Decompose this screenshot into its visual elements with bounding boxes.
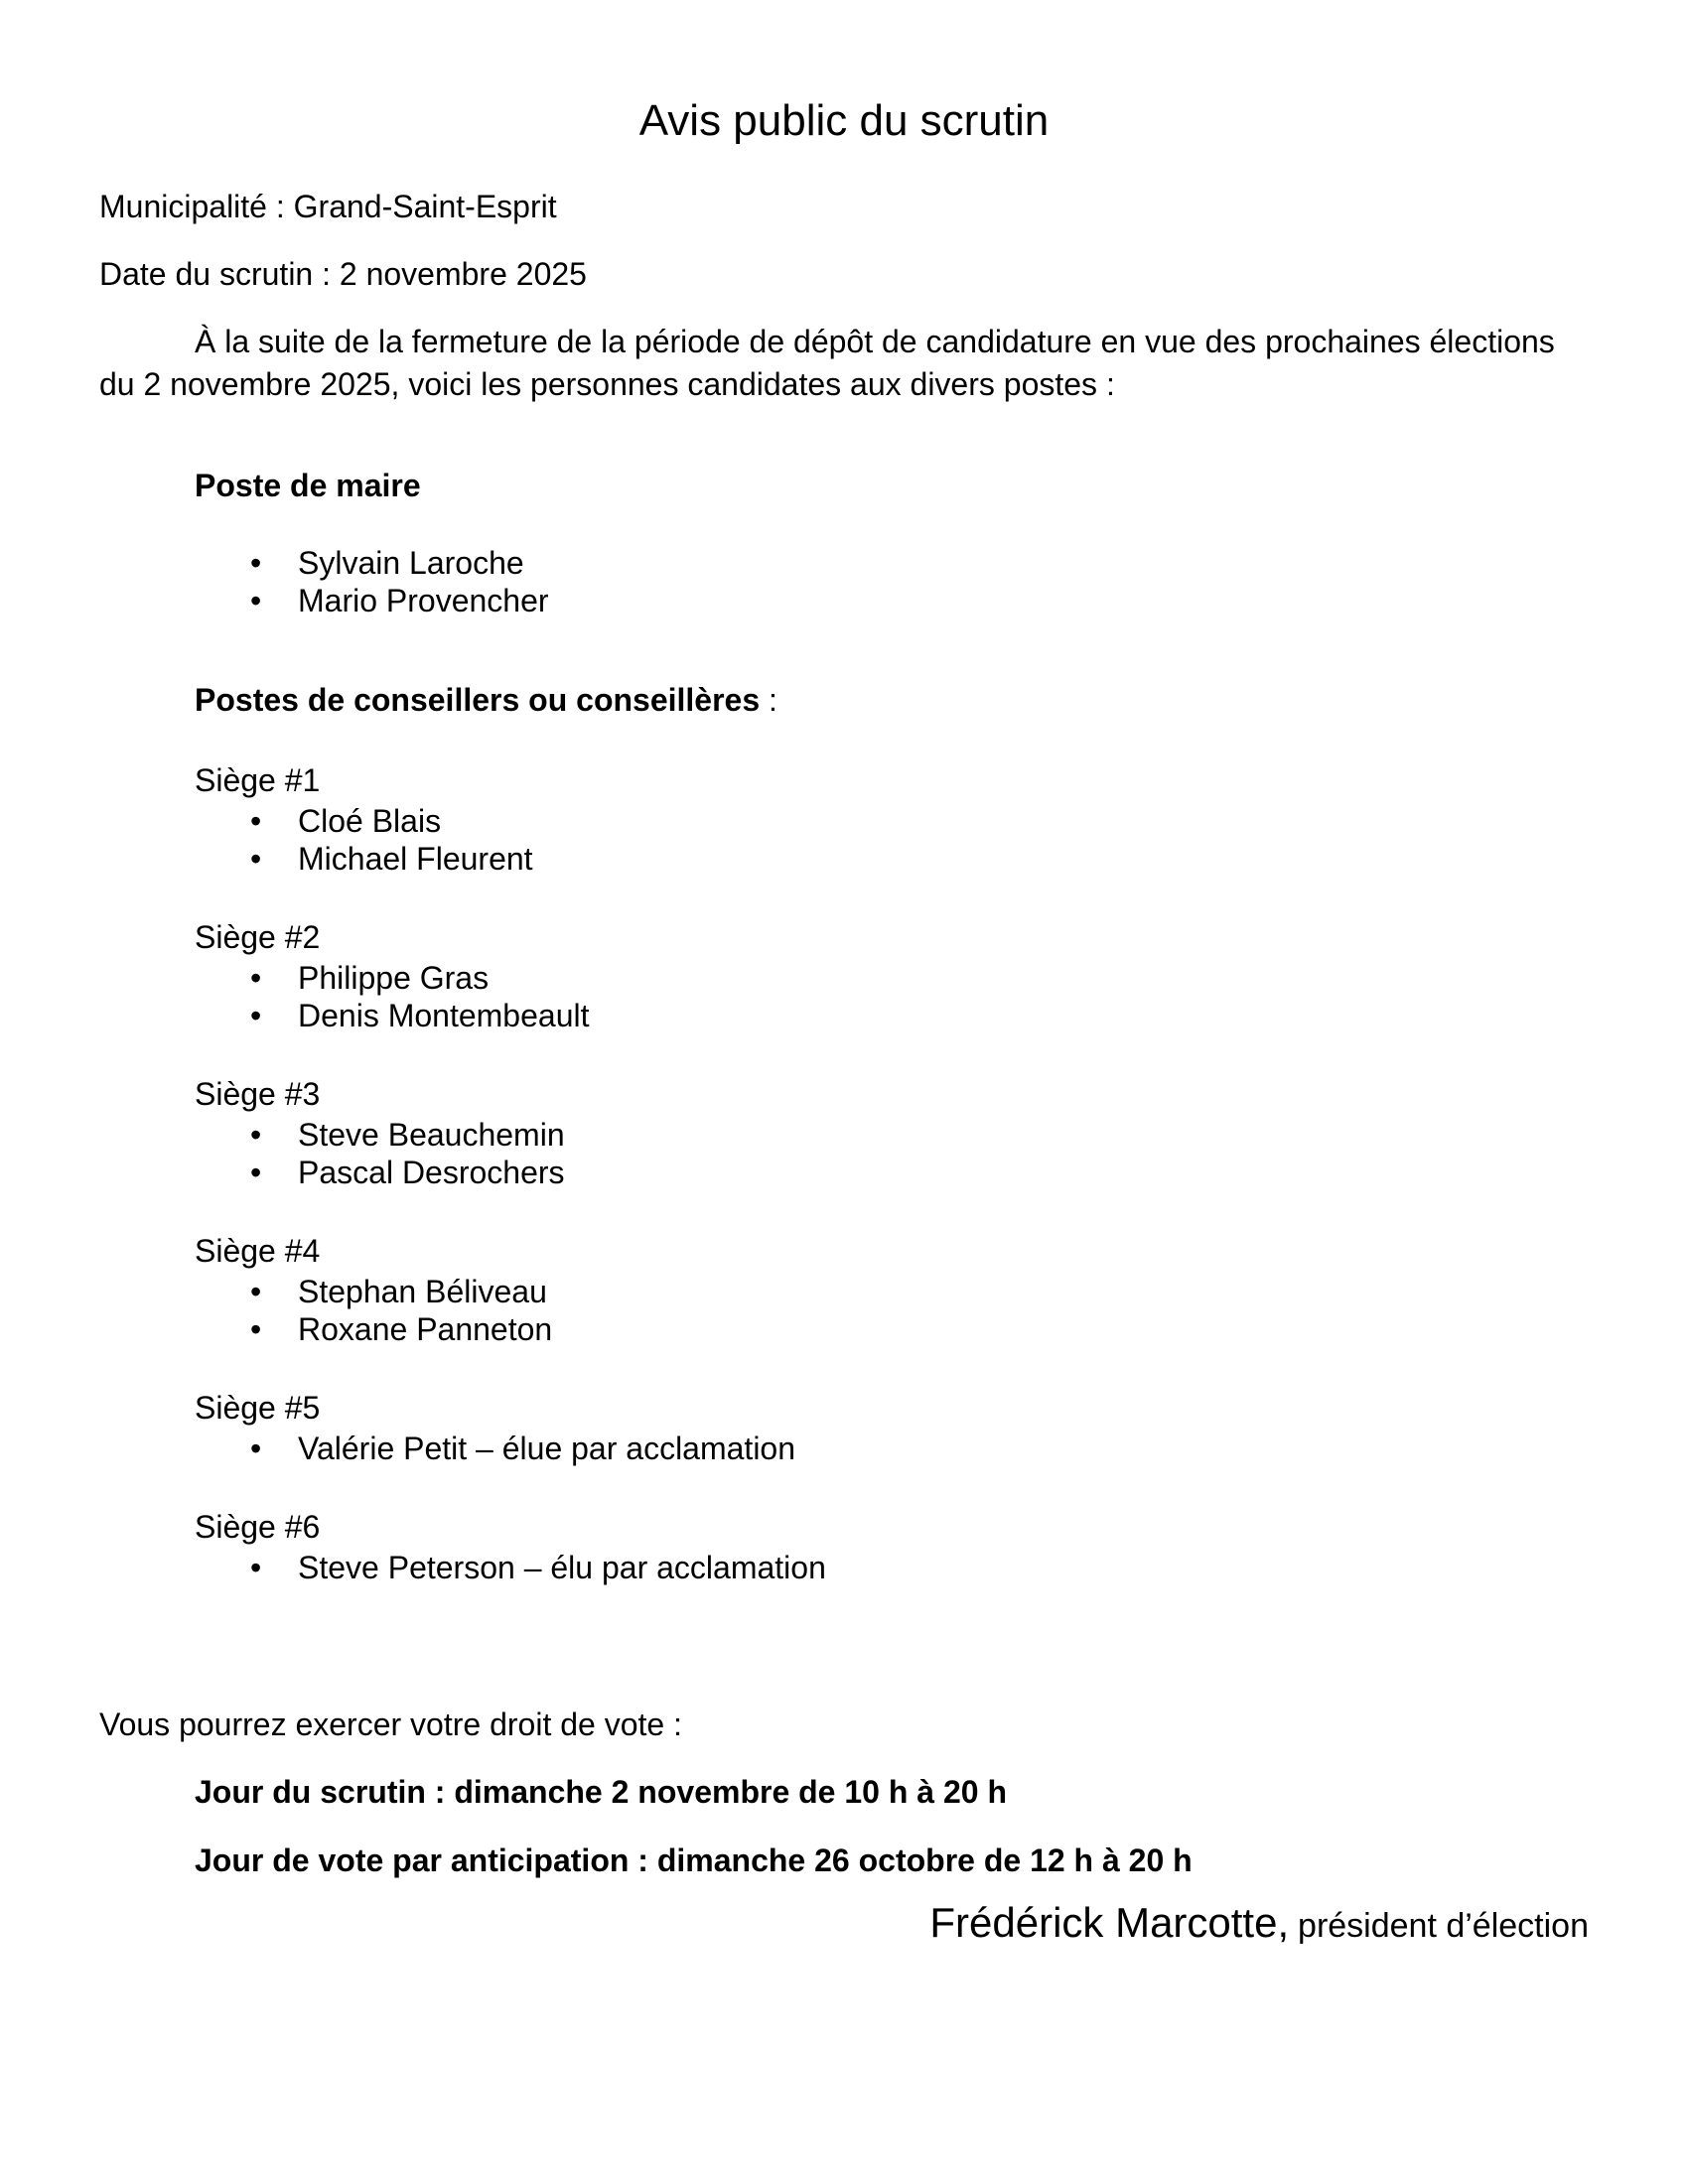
vote-rights-intro: Vous pourrez exercer votre droit de vote : (99, 1706, 682, 1743)
candidate-item: • Michael Fleurent (99, 840, 1589, 878)
seat-candidate-list (99, 1273, 1589, 1348)
candidate-item: • Steve Beauchemin (99, 1116, 1589, 1154)
candidate-item: • Cloé Blais (99, 802, 1589, 840)
seat-label: Siège #6 (195, 1509, 321, 1546)
candidate-item: • Stephan Béliveau (99, 1273, 1589, 1310)
seat-group-1 (99, 760, 1589, 878)
signature-role: président d’élection (1298, 1906, 1589, 1945)
candidate-item: • Roxane Panneton (99, 1310, 1589, 1348)
seat-candidate-list (99, 959, 1589, 1034)
mayor-candidate-list (99, 544, 1589, 619)
seat-label: Siège #5 (195, 1390, 321, 1427)
seat-group-3 (99, 1074, 1589, 1191)
advance-vote-line: Jour de vote par anticipation : dimanche 26 octobre de 12 h à 20 h (195, 1842, 1193, 1878)
candidate-item: • Sylvain Laroche (99, 544, 1589, 582)
seat-candidate-list (99, 802, 1589, 878)
seat-label: Siège #2 (195, 919, 321, 956)
candidate-item: • Mario Provencher (99, 582, 1589, 619)
mayor-section-heading: Poste de maire (195, 467, 421, 503)
councillors-section-heading (195, 679, 1589, 721)
seat-group-6 (99, 1507, 1589, 1586)
seat-candidate-list (99, 1430, 1589, 1467)
election-day-line: Jour du scrutin : dimanche 2 novembre de 10 h à 20 h (195, 1774, 1007, 1811)
intro-paragraph: À la suite de la fermeture de la période de dépôt de candidature en vue des prochaines élections du 2 novembre 2025, voici les personnes candidates aux divers postes : (99, 324, 1555, 402)
candidate-item: • Steve Peterson – élu par acclamation (99, 1549, 1589, 1586)
seat-group-2 (99, 917, 1589, 1034)
candidate-item: • Philippe Gras (99, 959, 1589, 997)
councillors-heading-text: Postes de conseillers ou conseillères (195, 681, 761, 718)
candidate-item: • Denis Montembeault (99, 997, 1589, 1034)
seat-label: Siège #1 (195, 762, 321, 799)
candidate-item: • Pascal Desrochers (99, 1154, 1589, 1191)
date-line: Date du scrutin : 2 novembre 2025 (99, 256, 587, 293)
seat-candidate-list (99, 1549, 1589, 1586)
municipality-line: Municipalité : Grand-Saint-Esprit (99, 188, 557, 224)
seat-label: Siège #4 (195, 1233, 321, 1270)
candidate-item: • Valérie Petit – élue par acclamation (99, 1430, 1589, 1467)
signature-name: Frédérick Marcotte, (929, 1898, 1290, 1946)
seat-label: Siège #3 (195, 1076, 321, 1113)
councillors-heading-colon: : (760, 681, 777, 718)
seat-group-5 (99, 1388, 1589, 1467)
signature-line (99, 1895, 1589, 1950)
seat-group-4 (99, 1231, 1589, 1348)
seat-candidate-list (99, 1116, 1589, 1191)
page-title: Avis public du scrutin (638, 96, 1050, 145)
